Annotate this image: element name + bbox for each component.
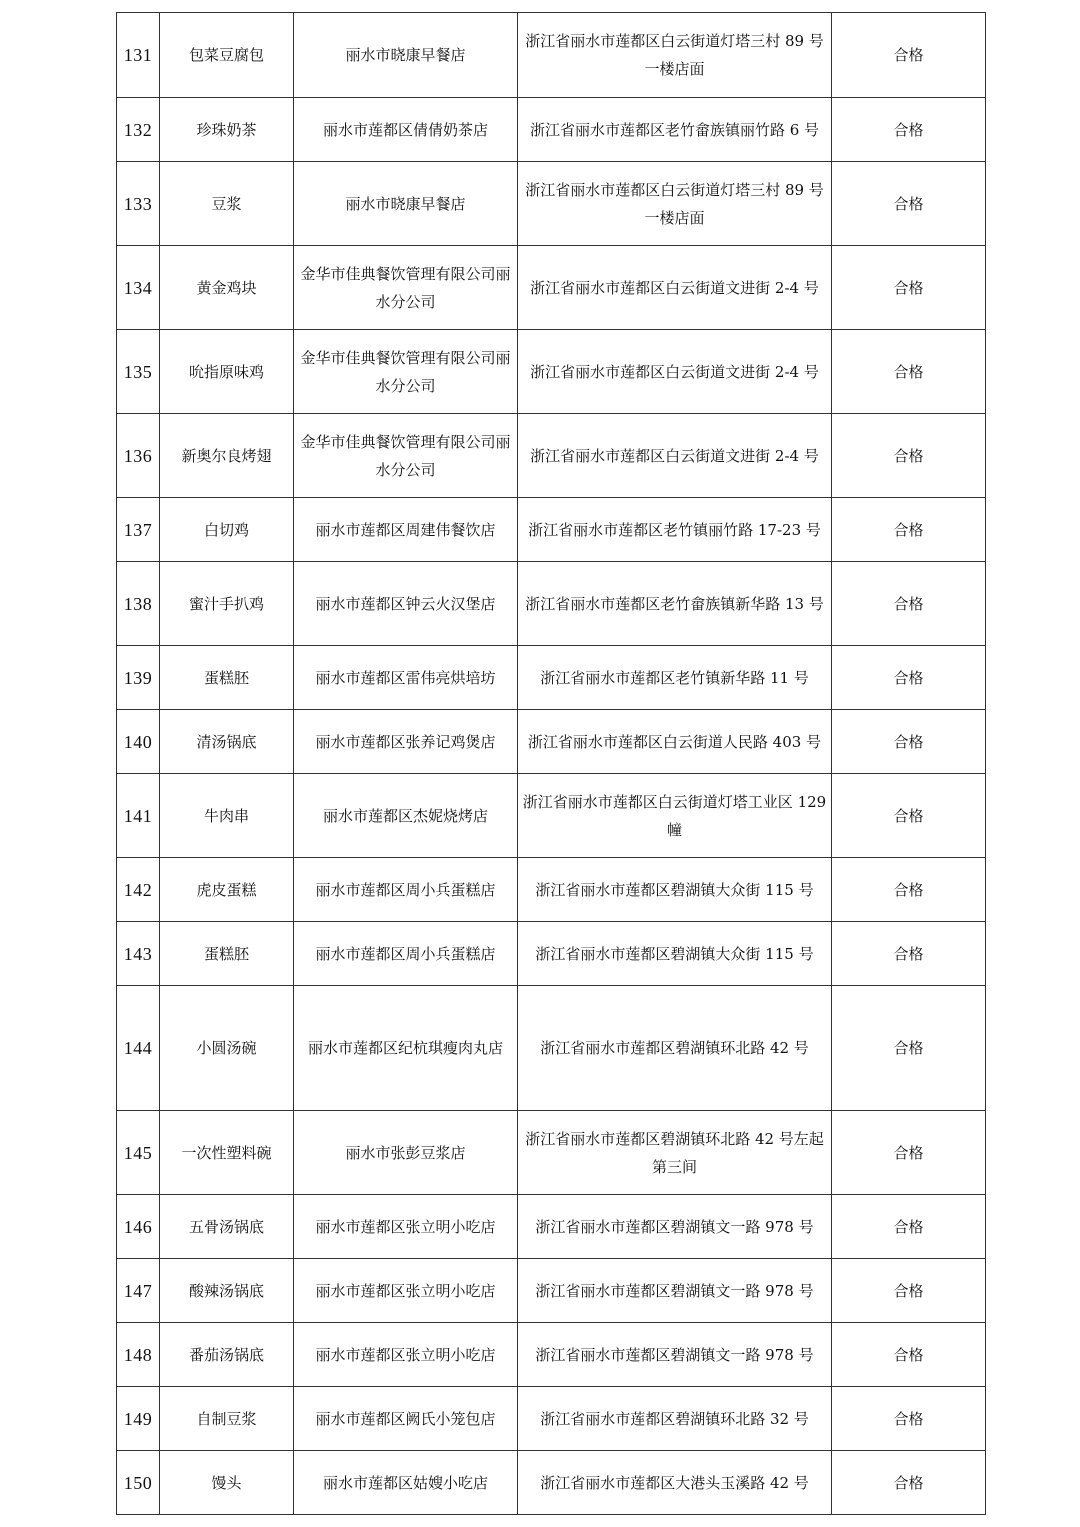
cell-address: 浙江省丽水市莲都区老竹畲族镇新华路 13 号 [518,562,832,646]
cell-result: 合格 [832,13,986,98]
cell-number: 142 [117,858,160,922]
table-row [117,1323,986,1387]
cell-result: 合格 [832,562,986,646]
cell-address: 浙江省丽水市莲都区白云街道文进街 2-4 号 [518,414,832,498]
cell-address: 浙江省丽水市莲都区碧湖镇环北路 32 号 [518,1387,832,1451]
table-row [117,414,986,498]
cell-store-name: 丽水市莲都区张立明小吃店 [294,1323,518,1387]
cell-food-name: 自制豆浆 [160,1387,294,1451]
table-row [117,98,986,162]
cell-address: 浙江省丽水市莲都区碧湖镇文一路 978 号 [518,1259,832,1323]
table-row [117,1387,986,1451]
cell-address: 浙江省丽水市莲都区白云街道文进街 2-4 号 [518,330,832,414]
cell-food-name: 清汤锅底 [160,710,294,774]
cell-number: 141 [117,774,160,858]
cell-store-name: 丽水市莲都区周建伟餐饮店 [294,498,518,562]
cell-food-name: 新奥尔良烤翅 [160,414,294,498]
cell-store-name: 丽水市莲都区雷伟亮烘培坊 [294,646,518,710]
cell-food-name: 一次性塑料碗 [160,1111,294,1195]
cell-number: 134 [117,246,160,330]
cell-store-name: 金华市佳典餐饮管理有限公司丽水分公司 [294,414,518,498]
cell-food-name: 蛋糕胚 [160,646,294,710]
cell-store-name: 丽水市莲都区张养记鸡煲店 [294,710,518,774]
cell-store-name: 丽水市莲都区钟云火汉堡店 [294,562,518,646]
cell-result: 合格 [832,986,986,1111]
cell-store-name: 丽水市莲都区张立明小吃店 [294,1195,518,1259]
cell-address: 浙江省丽水市莲都区白云街道灯塔工业区 129 幢 [518,774,832,858]
cell-result: 合格 [832,1195,986,1259]
cell-number: 150 [117,1451,160,1515]
cell-store-name: 丽水市莲都区纪杭琪瘦肉丸店 [294,986,518,1111]
cell-store-name: 丽水市莲都区张立明小吃店 [294,1259,518,1323]
table-row [117,246,986,330]
cell-food-name: 牛肉串 [160,774,294,858]
table-row [117,986,986,1111]
cell-number: 131 [117,13,160,98]
cell-result: 合格 [832,710,986,774]
table-row [117,774,986,858]
cell-result: 合格 [832,1387,986,1451]
results-table [116,12,986,1515]
cell-address: 浙江省丽水市莲都区碧湖镇文一路 978 号 [518,1195,832,1259]
table-row [117,858,986,922]
table-row [117,1195,986,1259]
cell-food-name: 馒头 [160,1451,294,1515]
cell-food-name: 五骨汤锅底 [160,1195,294,1259]
cell-number: 144 [117,986,160,1111]
cell-store-name: 丽水市晓康早餐店 [294,162,518,246]
cell-address: 浙江省丽水市莲都区碧湖镇大众街 115 号 [518,922,832,986]
cell-address: 浙江省丽水市莲都区老竹畲族镇丽竹路 6 号 [518,98,832,162]
cell-address: 浙江省丽水市莲都区大港头玉溪路 42 号 [518,1451,832,1515]
cell-result: 合格 [832,1259,986,1323]
cell-number: 149 [117,1387,160,1451]
cell-result: 合格 [832,774,986,858]
cell-result: 合格 [832,1451,986,1515]
cell-address: 浙江省丽水市莲都区碧湖镇文一路 978 号 [518,1323,832,1387]
table-row [117,646,986,710]
cell-address: 浙江省丽水市莲都区白云街道人民路 403 号 [518,710,832,774]
cell-number: 133 [117,162,160,246]
cell-store-name: 丽水市莲都区周小兵蛋糕店 [294,858,518,922]
cell-address: 浙江省丽水市莲都区白云街道灯塔三村 89 号一楼店面 [518,13,832,98]
table-row [117,562,986,646]
cell-address: 浙江省丽水市莲都区老竹镇新华路 11 号 [518,646,832,710]
cell-number: 132 [117,98,160,162]
cell-store-name: 丽水市莲都区周小兵蛋糕店 [294,922,518,986]
cell-address: 浙江省丽水市莲都区白云街道灯塔三村 89 号一楼店面 [518,162,832,246]
cell-address: 浙江省丽水市莲都区碧湖镇环北路 42 号左起第三间 [518,1111,832,1195]
cell-number: 146 [117,1195,160,1259]
table-row [117,162,986,246]
cell-number: 140 [117,710,160,774]
cell-store-name: 金华市佳典餐饮管理有限公司丽水分公司 [294,330,518,414]
cell-number: 138 [117,562,160,646]
cell-address: 浙江省丽水市莲都区老竹镇丽竹路 17-23 号 [518,498,832,562]
cell-food-name: 小圆汤碗 [160,986,294,1111]
table-row [117,922,986,986]
cell-food-name: 包菜豆腐包 [160,13,294,98]
cell-number: 143 [117,922,160,986]
cell-food-name: 虎皮蛋糕 [160,858,294,922]
cell-result: 合格 [832,414,986,498]
cell-food-name: 蛋糕胚 [160,922,294,986]
cell-result: 合格 [832,98,986,162]
cell-food-name: 白切鸡 [160,498,294,562]
cell-result: 合格 [832,162,986,246]
table-row [117,330,986,414]
cell-number: 137 [117,498,160,562]
cell-food-name: 黄金鸡块 [160,246,294,330]
cell-address: 浙江省丽水市莲都区碧湖镇大众街 115 号 [518,858,832,922]
cell-number: 147 [117,1259,160,1323]
cell-result: 合格 [832,246,986,330]
cell-result: 合格 [832,330,986,414]
cell-store-name: 丽水市张彭豆浆店 [294,1111,518,1195]
table-row [117,1111,986,1195]
cell-store-name: 丽水市莲都区阙氏小笼包店 [294,1387,518,1451]
table-row [117,1451,986,1515]
cell-food-name: 蜜汁手扒鸡 [160,562,294,646]
cell-store-name: 金华市佳典餐饮管理有限公司丽水分公司 [294,246,518,330]
cell-result: 合格 [832,922,986,986]
cell-food-name: 珍珠奶茶 [160,98,294,162]
cell-number: 145 [117,1111,160,1195]
cell-food-name: 豆浆 [160,162,294,246]
cell-number: 148 [117,1323,160,1387]
table-row [117,13,986,98]
cell-store-name: 丽水市莲都区倩倩奶茶店 [294,98,518,162]
cell-food-name: 酸辣汤锅底 [160,1259,294,1323]
cell-number: 139 [117,646,160,710]
cell-food-name: 番茄汤锅底 [160,1323,294,1387]
cell-store-name: 丽水市莲都区姑嫂小吃店 [294,1451,518,1515]
cell-food-name: 吮指原味鸡 [160,330,294,414]
cell-store-name: 丽水市晓康早餐店 [294,13,518,98]
cell-address: 浙江省丽水市莲都区碧湖镇环北路 42 号 [518,986,832,1111]
table-row [117,498,986,562]
table-row [117,1259,986,1323]
table-row [117,710,986,774]
cell-result: 合格 [832,498,986,562]
cell-number: 135 [117,330,160,414]
cell-number: 136 [117,414,160,498]
cell-result: 合格 [832,858,986,922]
cell-address: 浙江省丽水市莲都区白云街道文进街 2-4 号 [518,246,832,330]
cell-result: 合格 [832,1323,986,1387]
cell-store-name: 丽水市莲都区杰妮烧烤店 [294,774,518,858]
cell-result: 合格 [832,646,986,710]
results-table-body [117,13,986,1515]
cell-result: 合格 [832,1111,986,1195]
